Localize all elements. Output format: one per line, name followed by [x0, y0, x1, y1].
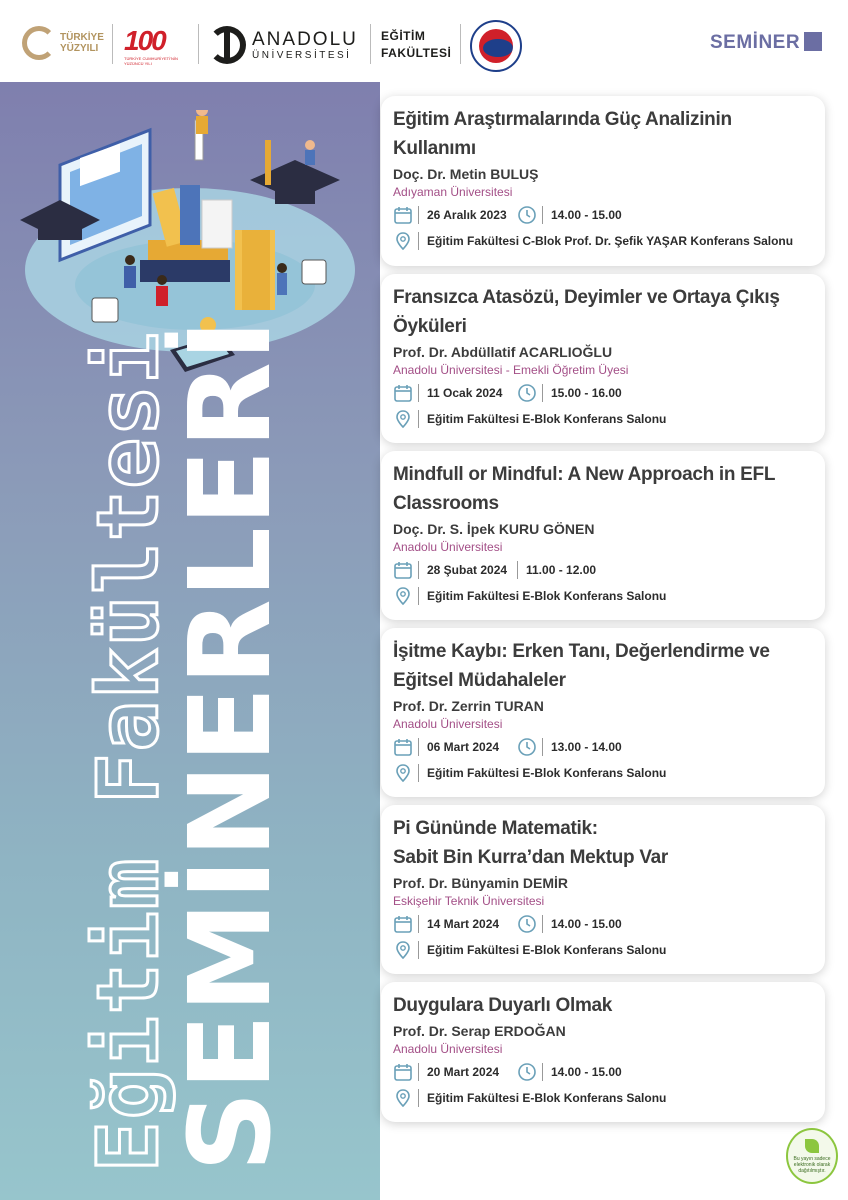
location-pin-icon: [393, 940, 413, 960]
seminar-speaker: Prof. Dr. Zerrin TURAN: [393, 698, 544, 714]
seminar-time: 13.00 - 14.00: [551, 740, 622, 754]
seminar-speaker: Prof. Dr. Abdüllatif ACARLIOĞLU: [393, 344, 613, 360]
seminar-affiliation: Anadolu Üniversitesi: [393, 540, 503, 554]
seminar-card: [381, 628, 825, 797]
seminar-datetime-row: [393, 736, 815, 758]
cumhuriyet-100-logo: [124, 26, 194, 66]
turkiye-yuzyili-logo: [22, 26, 104, 60]
anadolu-logo: [208, 26, 358, 64]
seminar-location-row: [393, 585, 815, 607]
seminar-speaker: Doç. Dr. Metin BULUŞ: [393, 166, 539, 182]
seminar-datetime-row: [393, 204, 815, 226]
seminar-speaker: Prof. Dr. Serap ERDOĞAN: [393, 1023, 566, 1039]
location-pin-icon: [393, 409, 413, 429]
seminar-time: 15.00 - 16.00: [551, 386, 622, 400]
anadolu-name: ANADOLU: [252, 28, 358, 50]
seminar-title: Fransızca Atasözü, Deyimler ve Ortaya Çıkış Öyküleri: [393, 287, 780, 337]
anadolu-emblem-icon: [208, 26, 246, 64]
seminar-location: Eğitim Fakültesi E-Blok Konferans Salonu: [427, 589, 667, 603]
anadolu-subtitle: ÜNİVERSİTESİ: [252, 49, 352, 61]
seminar-location-row: [393, 230, 815, 252]
header: [0, 0, 848, 82]
seminar-card: [381, 982, 825, 1122]
seminar-card: [381, 274, 825, 443]
seminar-affiliation: Eskişehir Teknik Üniversitesi: [393, 894, 545, 908]
seminar-date: 26 Aralık 2023: [427, 208, 507, 222]
calendar-icon: [393, 1062, 413, 1082]
calendar-icon: [393, 560, 413, 580]
seminar-date: 11 Ocak 2024: [427, 386, 503, 400]
seminar-speaker: Doç. Dr. S. İpek KURU GÖNEN: [393, 521, 595, 537]
seminar-datetime-row: [393, 1061, 815, 1083]
seminar-time: 14.00 - 15.00: [551, 917, 622, 931]
calendar-icon: [393, 383, 413, 403]
clock-icon: [517, 914, 537, 934]
location-pin-icon: [393, 1088, 413, 1108]
seminar-affiliation: Anadolu Üniversitesi: [393, 1042, 503, 1056]
seminar-location-row: [393, 1087, 815, 1109]
seminar-title: İşitme Kaybı: Erken Tanı, Değerlendirme ve Eğitsel Müdahaleler: [393, 641, 770, 691]
seminer-label: SEMİNER: [710, 32, 801, 53]
cumhuriyet-100-number: 100: [124, 25, 165, 56]
left-banner: [0, 82, 380, 1200]
calendar-icon: [393, 737, 413, 757]
divider: [370, 24, 371, 64]
seminar-title: Mindfull or Mindful: A New Approach in EFL Classrooms: [393, 464, 775, 514]
fakulte-line2: FAKÜLTESİ: [381, 46, 452, 60]
seminar-affiliation: Anadolu Üniversitesi - Emekli Öğretim Üyesi: [393, 363, 629, 377]
seminar-card: [381, 805, 825, 974]
seminar-location-row: [393, 408, 815, 430]
faculty-seal-icon: [470, 20, 522, 72]
seminar-location: Eğitim Fakültesi E-Blok Konferans Salonu: [427, 1091, 667, 1105]
seminar-title-line2: Sabit Bin Kurra’dan Mektup Var: [393, 847, 668, 868]
turkiye-yuzyili-text: TÜRKİYE YÜZYILI: [60, 32, 104, 54]
seminar-card: [381, 451, 825, 620]
banner-line1: Eğitim Fakültesi: [79, 330, 177, 1172]
seminar-date: 06 Mart 2024: [427, 740, 500, 754]
seminar-date: 14 Mart 2024: [427, 917, 500, 931]
seminar-affiliation: Anadolu Üniversitesi: [393, 717, 503, 731]
divider: [198, 24, 199, 64]
seminar-location: Eğitim Fakültesi E-Blok Konferans Salonu: [427, 943, 667, 957]
location-pin-icon: [393, 586, 413, 606]
seminar-speaker: Prof. Dr. Bünyamin DEMİR: [393, 875, 569, 891]
seminar-time: 14.00 - 15.00: [551, 208, 622, 222]
divider: [112, 24, 113, 64]
location-pin-icon: [393, 231, 413, 251]
calendar-icon: [393, 205, 413, 225]
seminar-location: Eğitim Fakültesi E-Blok Konferans Salonu: [427, 766, 667, 780]
eco-badge-text: Bu yayın sadece elektronik olarak dağıtılmıştır.: [793, 1155, 831, 1174]
seminar-location-row: [393, 762, 815, 784]
seminar-datetime-row: [393, 913, 815, 935]
seminar-location: Eğitim Fakültesi E-Blok Konferans Salonu: [427, 412, 667, 426]
cumhuriyet-100-subtitle: TÜRKİYE CUMHURİYETİ'NİN YÜZÜNCÜ YILI: [124, 56, 178, 66]
banner-vertical-title: [79, 318, 296, 1172]
seminer-tag: [710, 32, 822, 54]
crescent-icon: [22, 26, 56, 60]
divider: [460, 24, 461, 64]
seminar-list: [381, 96, 825, 1130]
seminar-time: 11.00 - 12.00: [526, 563, 597, 577]
fakulte-line1: EĞİTİM: [381, 29, 426, 43]
seminar-card: [381, 96, 825, 266]
seminar-date: 20 Mart 2024: [427, 1065, 500, 1079]
location-pin-icon: [393, 763, 413, 783]
seminar-affiliation: Adıyaman Üniversitesi: [393, 185, 513, 199]
calendar-icon: [393, 914, 413, 934]
seminar-time: 14.00 - 15.00: [551, 1065, 622, 1079]
eco-badge: [786, 1128, 838, 1184]
clock-icon: [517, 205, 537, 225]
seminar-title: Duygulara Duyarlı Olmak: [393, 995, 613, 1016]
seminar-datetime-row: [393, 559, 815, 581]
banner-line2: SEMİNERLERİ: [166, 318, 296, 1172]
clock-icon: [517, 383, 537, 403]
seminar-datetime-row: [393, 382, 815, 404]
seminar-date: 28 Şubat 2024: [427, 563, 508, 577]
seminar-location-row: [393, 939, 815, 961]
egitim-fakultesi-logo-text: [381, 28, 451, 62]
seminar-location: Eğitim Fakültesi C-Blok Prof. Dr. Şefik YAŞAR Konferans Salonu: [427, 234, 794, 248]
seminar-title: Eğitim Araştırmalarında Güç Analizinin Kullanımı: [393, 109, 732, 159]
leaf-icon: [805, 1139, 819, 1153]
seminar-title-line1: Pi Gününde Matematik:: [393, 818, 598, 839]
clock-icon: [517, 737, 537, 757]
clock-icon: [517, 1062, 537, 1082]
